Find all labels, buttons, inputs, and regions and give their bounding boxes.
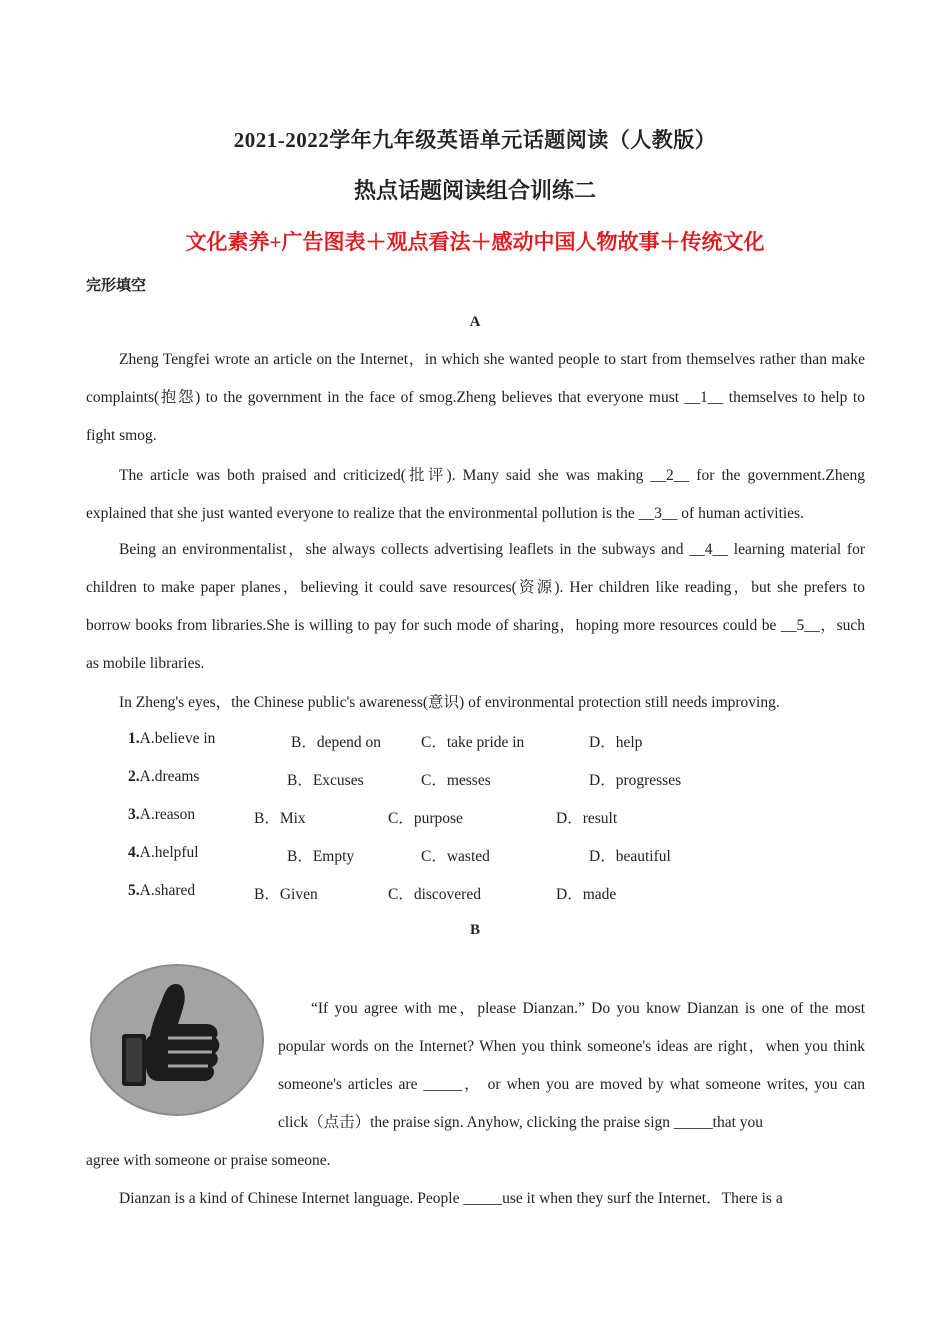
passage-b-paragraph-1: “If you agree with me，please Dianzan.” Do you know Dianzan is one of the most popular words on the Internet? When you think someone's ideas are right，when you think someone's articles are _____， or when you are moved by what someone writes, you can click（点击）the praise sign. Anyhow, clicking the praise sign _____that you [278,1000,865,1131]
option-d: D．help [589,734,643,751]
passage-a-heading: A [469,314,481,330]
passage-b-paragraph-2: Dianzan is a kind of Chinese Internet language. People _____use it when they surf the Internet．There is a [119,1190,783,1207]
document-title: 2021-2022学年九年级英语单元话题阅读（人教版） [233,128,717,152]
option-a: A.believe in [139,730,216,747]
question-number: 5. [128,882,140,899]
section-label: 完形填空 [86,278,147,294]
question-number: 2. [128,768,140,785]
option-c: C．take pride in [421,734,525,751]
option-c: C．messes [421,772,491,789]
question-row [0,844,950,868]
passage-a-paragraph-4: In Zheng's eyes，the Chinese public's awareness(意识) of environmental protection still needs improving. [119,694,780,711]
topics-line: 文化素养+广告图表＋观点看法＋感动中国人物故事＋传统文化 [185,230,765,254]
option-d: D．result [556,810,618,827]
passage-b-paragraph-1-continued: agree with someone or praise someone. [86,1152,331,1169]
passage-a-paragraph-2: The article was both praised and criticized(批评). Many said she was making __2__ for the government.Zheng explained that she just wanted everyone to realize that the environmental pollution is the __3__ of human activities. [86,467,865,522]
question-number: 4. [128,844,140,861]
option-b: B．Given [254,886,318,903]
option-a: A.shared [139,882,196,899]
question-number: 3. [128,806,140,823]
option-d: D．progresses [589,772,682,789]
option-c: C．purpose [388,810,463,827]
question-row [0,806,950,830]
option-d: D．made [556,886,617,903]
option-b: B．depend on [291,734,381,751]
passage-b-heading: B [469,922,480,938]
passage-a-paragraph-3: Being an environmentalist，she always collects advertising leaflets in the subways and __4__ learning material for children to make paper planes，believing it could save resources(资源). Her children like reading，but she prefers to borrow books from libraries.She is willing to pay for such mode of sharing，hoping more resources could be __5__，such as mobile libraries. [86,541,865,672]
question-number: 1. [128,730,140,747]
document-subtitle: 热点话题阅读组合训练二 [353,178,596,203]
option-b: B．Excuses [287,772,364,789]
passage-a-paragraph-1: Zheng Tengfei wrote an article on the Internet，in which she wanted people to start from themselves rather than make complaints(抱怨) to the government in the face of smog.Zheng believes that everyone must __1__ themselves to help to fight smog. [86,351,865,444]
question-row [0,730,950,754]
question-row [0,882,950,906]
option-c: C．discovered [388,886,481,903]
option-a: A.reason [139,806,196,823]
option-b: B．Empty [287,848,355,865]
option-a: A.dreams [139,768,200,785]
option-c: C．wasted [421,848,490,865]
thumbs-up-icon [88,962,266,1118]
option-d: D．beautiful [589,848,671,865]
option-b: B．Mix [254,810,306,827]
option-a: A.helpful [139,844,199,861]
question-row [0,768,950,792]
